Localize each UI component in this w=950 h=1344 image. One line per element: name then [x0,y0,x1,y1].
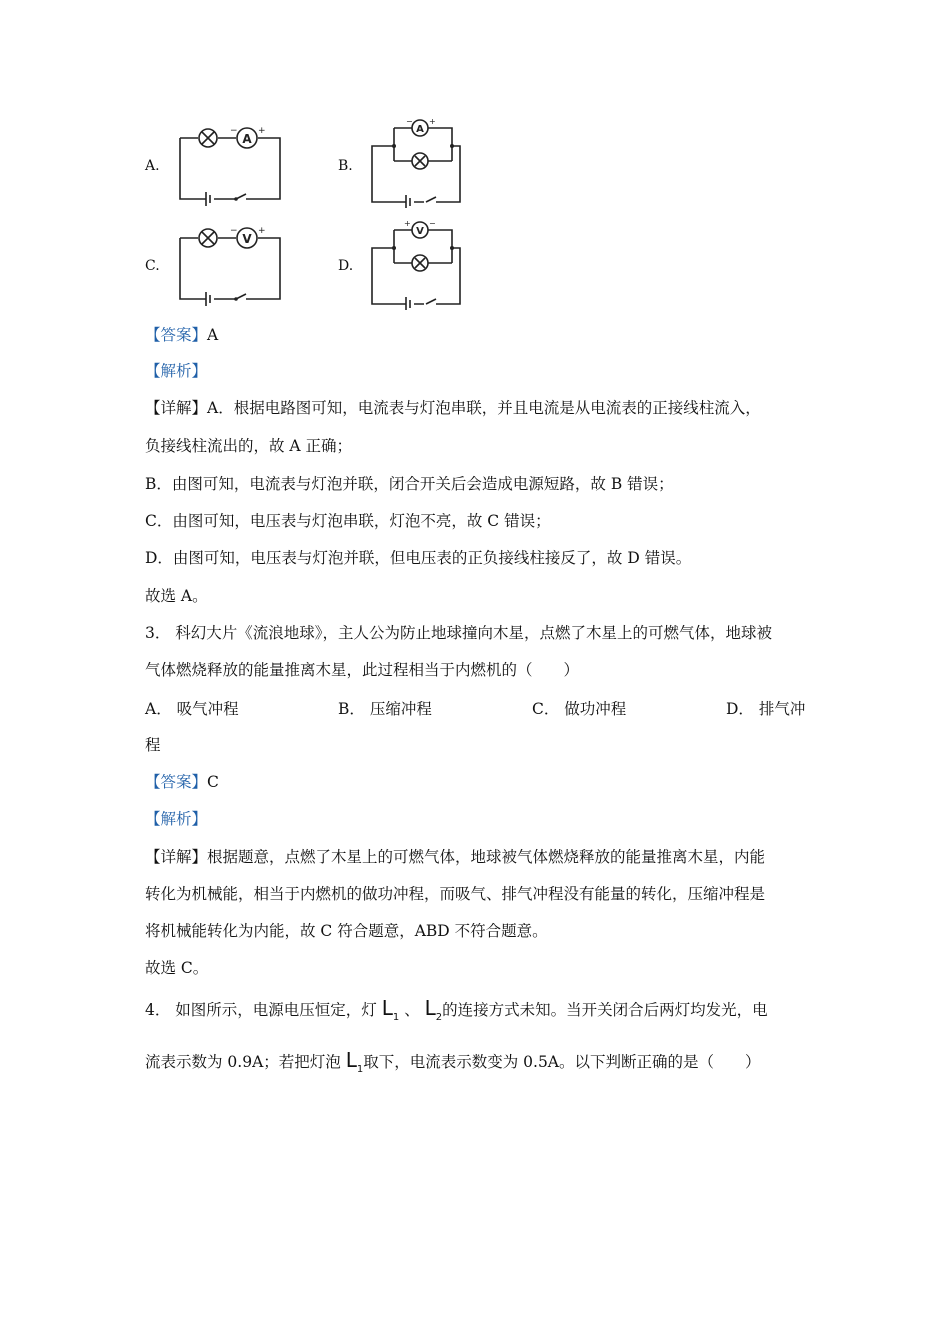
lamp-l2: $L_2$ [424,996,443,1023]
circuit-diagram-c [172,224,287,314]
q3-analysis-tag: 【解析】 [145,810,208,828]
battery-icon [406,195,410,208]
svg-text:+: + [429,117,436,126]
q2-conclusion: 故选 A。 [145,587,208,605]
detail-tag: 【详解】 [145,848,208,866]
svg-text:−: − [429,219,436,228]
q3-detail-line1: 【详解】根据题意，点燃了木星上的可燃气体，地球被气体燃烧释放的能量推离木星，内能 [145,848,766,866]
circuit-diagram-b [366,116,466,208]
svg-text:−: − [230,126,238,136]
answer-tag: 【答案】 [145,326,208,344]
answer-value: A [207,326,219,344]
ammeter-symbol: A [416,124,424,135]
q4-stem-line1: 4． 如图所示，电源电压恒定，灯 $L_1$ 、 $L_2$的连接方式未知。当开关闭合后两灯均发光，电 [145,996,768,1023]
q2-detail-b: B．由图可知，电流表与灯泡并联，闭合开关后会造成电源短路，故 B 错误； [145,475,674,493]
q3-option-a: A． 吸气冲程 [145,700,239,718]
switch-icon [426,197,436,202]
q2-analysis-tag: 【解析】 [145,362,208,380]
q3-option-d: D． 排气冲 [726,700,806,718]
q3-conclusion: 故选 C。 [145,959,209,977]
ammeter-symbol: A [242,132,252,146]
q3-stem-line1: 3． 科幻大片《流浪地球》，主人公为防止地球撞向木星，点燃了木星上的可燃气体，地球被 [145,624,773,642]
q2-answer [145,325,218,345]
voltmeter-symbol: V [416,226,424,237]
lamp-l1: $L_1$ [381,996,400,1023]
battery-icon [206,292,210,306]
battery-icon [406,297,410,310]
answer-tag: 【答案】 [145,773,208,791]
q3-option-c: C． 做功冲程 [532,700,627,718]
q2-detail-c: C．由图可知，电压表与灯泡串联，灯泡不亮，故 C 错误； [145,512,551,530]
q3-option-d-wrap: 程 [145,736,161,754]
circuit-diagram-a [172,124,287,214]
battery-icon [206,192,210,206]
lamp-l1: $L_1$ [345,1048,364,1075]
svg-text:+: + [258,126,266,136]
q2-detail-line1: 【详解】A．根据电路图可知，电流表与灯泡串联，并且电流是从电流表的正接线柱流入， [145,399,761,417]
option-d-label: D. [338,258,354,274]
option-c-label: C. [145,258,160,274]
svg-text:−: − [230,226,238,236]
q3-stem-line2: 气体燃烧释放的能量推离木星，此过程相当于内燃机的（ ） [145,661,580,679]
q3-detail-line3: 将机械能转化为内能，故 C 符合题意，ABD 不符合题意。 [145,922,548,940]
svg-text:+: + [258,226,266,236]
q4-stem-line2: 流表示数为 0.9A；若把灯泡 $L_1$取下，电流表示数变为 0.5A。以下判断正确的是（ ） [145,1048,761,1075]
q3-answer [145,772,219,792]
answer-value: C [207,773,219,791]
option-a-label: A. [145,158,160,174]
q2-detail-line2: 负接线柱流出的，故 A 正确； [145,437,353,455]
detail-tag: 【详解】 [145,399,208,417]
svg-text:+: + [404,219,411,228]
svg-text:−: − [406,117,413,126]
option-b-label: B. [338,158,353,174]
circuit-diagram-d [366,218,466,310]
q3-detail-line2: 转化为机械能，相当于内燃机的做功冲程，而吸气、排气冲程没有能量的转化，压缩冲程是 [145,885,766,903]
voltmeter-symbol: V [242,232,252,246]
switch-icon [426,299,436,304]
q2-detail-d: D．由图可知，电压表与灯泡并联，但电压表的正负接线柱接反了，故 D 错误。 [145,549,692,567]
q3-option-b: B． 压缩冲程 [338,700,432,718]
